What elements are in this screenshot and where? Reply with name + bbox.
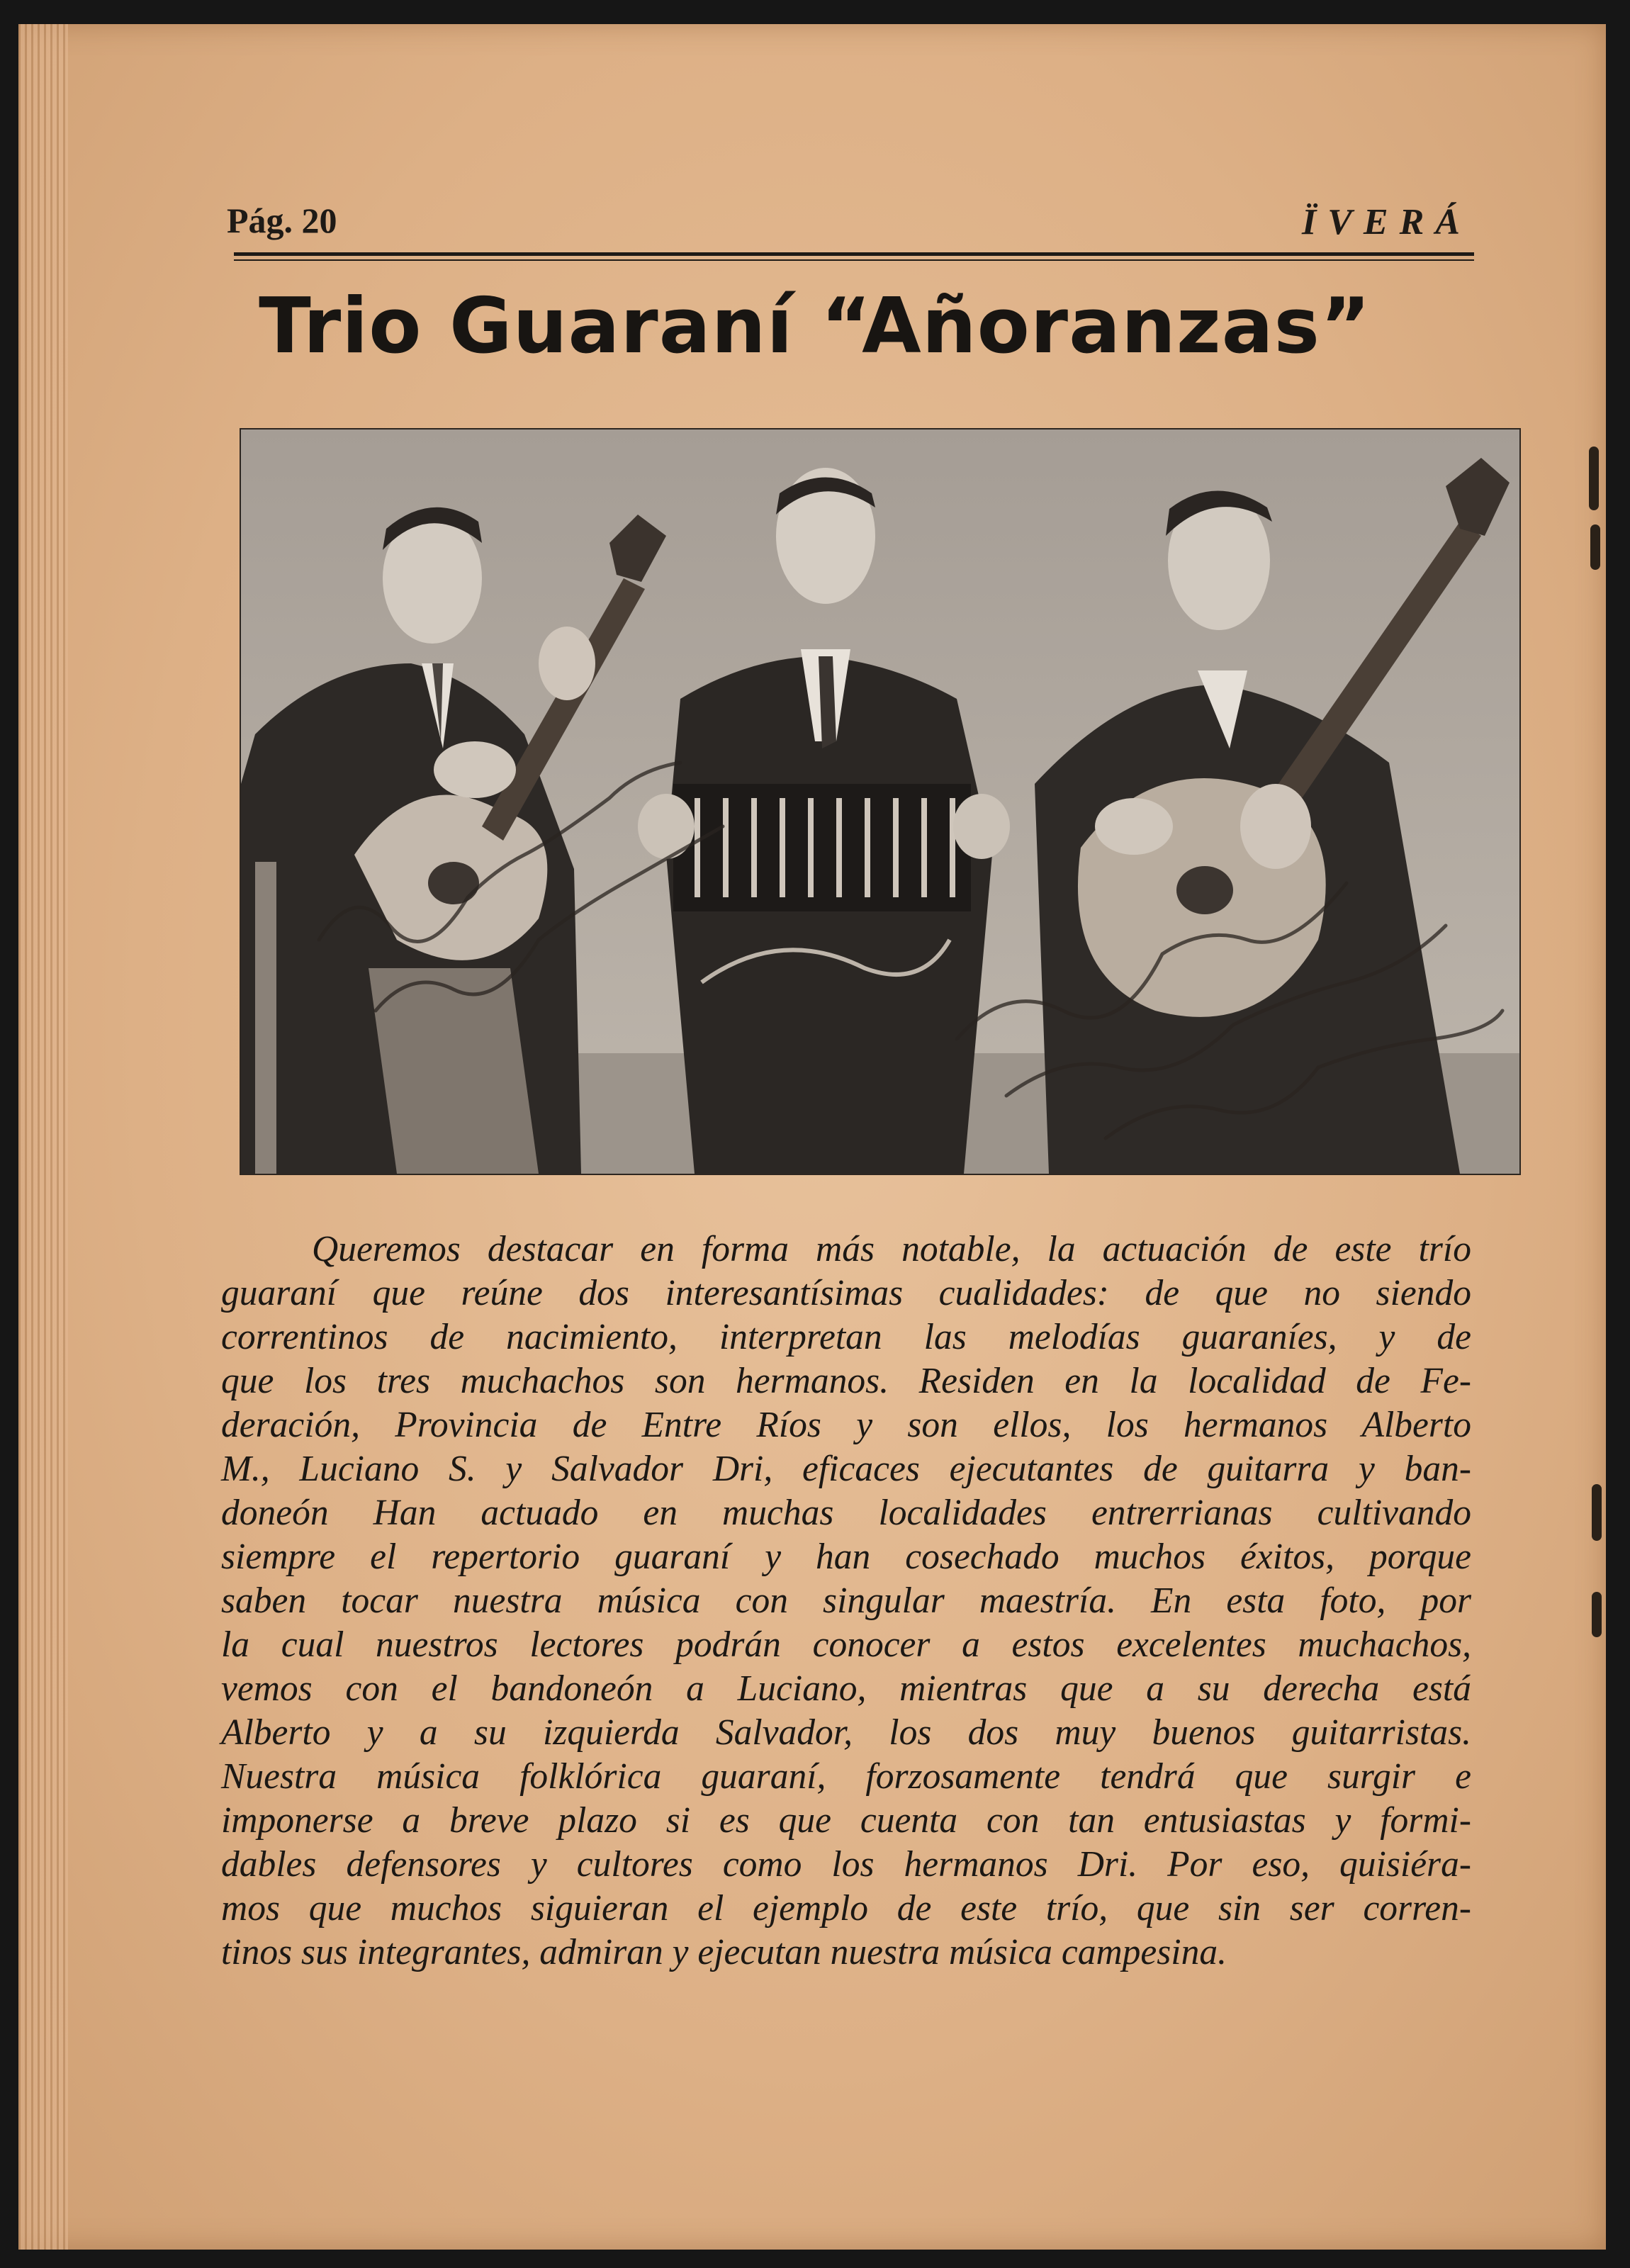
body-line-6: M., Luciano S. y Salvador Dri, eficaces ejecutantes de guitarra y ban- — [221, 1449, 1471, 1489]
magazine-name: ÏVERÁ — [1302, 202, 1471, 242]
binding-hole — [1589, 447, 1599, 510]
header-rule — [234, 252, 1474, 256]
body-line-15: dables defensores y cultores como los hermanos Dri. Por eso, quisiéra- — [221, 1844, 1471, 1885]
body-line-5: deración, Provincia de Entre Ríos y son ellos, los hermanos Alberto — [221, 1405, 1471, 1445]
body-line-9: saben tocar nuestra música con singular maestría. En esta foto, por — [221, 1581, 1471, 1621]
page-header — [213, 177, 1474, 248]
article-title: Trio Guaraní “Añoranzas” — [259, 282, 1371, 371]
page-number: Pág. 20 — [227, 201, 337, 240]
binding-hole — [1592, 1592, 1602, 1637]
body-line-1: Queremos destacar en forma más notable, la actuación de este trío — [312, 1229, 1471, 1269]
body-line-12: Alberto y a su izquierda Salvador, los dos muy buenos guitarristas. — [221, 1712, 1471, 1753]
body-line-7: doneón Han actuado en muchas localidades entrerrianas cultivando — [221, 1493, 1471, 1533]
body-line-16: mos que muchos siguieran el ejemplo de este trío, que sin ser corren- — [221, 1888, 1471, 1929]
body-line-14: imponerse a breve plazo si es que cuenta con tan entusiastas y formi- — [221, 1800, 1471, 1841]
body-line-13: Nuestra música folklórica guaraní, forzosamente tendrá que surgir e — [221, 1756, 1471, 1797]
trio-photo-image — [241, 430, 1519, 1174]
body-line-10: la cual nuestros lectores podrán conocer a estos excelentes muchachos, — [221, 1624, 1471, 1665]
body-line-2: guaraní que reúne dos interesantísimas cualidades: de que no siendo — [221, 1273, 1471, 1313]
body-line-17: tinos sus integrantes, admiran y ejecutan nuestra música campesina. — [221, 1932, 1227, 1972]
trio-photo — [240, 428, 1521, 1175]
body-line-8: siempre el repertorio guaraní y han cosechado muchos éxitos, porque — [221, 1537, 1471, 1577]
article-body — [221, 1228, 1471, 1975]
header-rule-thin — [234, 259, 1474, 261]
page-edge-stack — [18, 24, 68, 2250]
binding-hole — [1590, 524, 1600, 570]
binding-hole — [1592, 1484, 1602, 1541]
body-line-4: que los tres muchachos son hermanos. Residen en la localidad de Fe- — [221, 1361, 1471, 1401]
body-line-11: vemos con el bandoneón a Luciano, mientras que a su derecha está — [221, 1668, 1471, 1709]
body-line-3: correntinos de nacimiento, interpretan las melodías guaraníes, y de — [221, 1317, 1471, 1357]
